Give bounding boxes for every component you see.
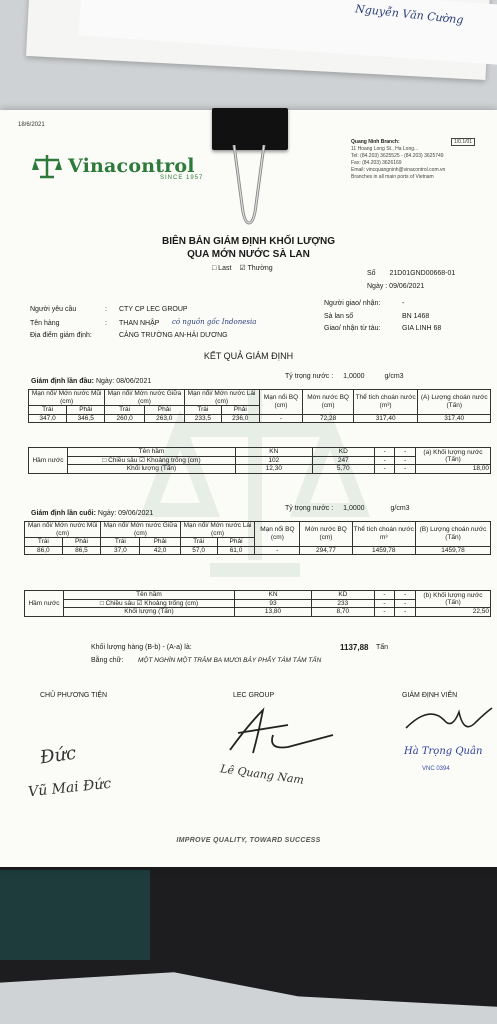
total-weight-value: 1137,88 xyxy=(340,643,369,652)
table-row xyxy=(25,546,491,555)
location-label: Địa điểm giám định: xyxy=(30,332,92,339)
header-draft-avg: Mớn nước BQ (cm) xyxy=(303,390,353,415)
last-survey-heading xyxy=(31,510,153,517)
ballast-label: Hầm nước xyxy=(29,448,68,474)
vessel-label: Giao/ nhận từ tàu: xyxy=(324,325,381,332)
surveyor-code: VNC 0394 xyxy=(422,766,450,772)
header-freeboard-avg: Mạn nổi BQ (cm) xyxy=(255,522,300,547)
table-cell: 1459,78 xyxy=(352,546,415,555)
logo-since: SINCE 1957 xyxy=(160,175,204,181)
header-draft-avg: Mớn nước BQ (cm) xyxy=(300,522,352,547)
branch-line: Fax: (84.203) 3626169 xyxy=(351,160,402,166)
tank-name-header: Tên hầm xyxy=(64,591,235,600)
report-date xyxy=(367,283,424,290)
branch-code: 1/0.1/01 xyxy=(451,138,475,146)
table-cell: 86,5 xyxy=(62,546,101,555)
branch-line: Email: vincquangninh@vinacontrol.com.vn xyxy=(351,167,446,173)
table-cell: 317,40 xyxy=(353,414,418,423)
lec-signer-name: Lê Quang Nam xyxy=(219,762,305,787)
table-cell: - xyxy=(255,546,300,555)
goods-colon: : xyxy=(105,320,107,327)
table-cell: 61,0 xyxy=(217,546,255,555)
table-cell: 233 xyxy=(312,599,375,608)
deliverer-label: Người giao/ nhận: xyxy=(324,300,381,307)
lec-role: LEC GROUP xyxy=(233,692,275,699)
first-draft-table xyxy=(28,389,491,423)
table-cell: - xyxy=(395,448,416,457)
first-survey-label: Giám định lần đầu: xyxy=(31,378,95,385)
table-cell: 317,40 xyxy=(418,414,491,423)
first-density-label: Tỷ trọng nước : xyxy=(285,373,334,380)
kn-header: KN xyxy=(236,448,313,457)
table-cell: 346,5 xyxy=(67,414,105,423)
table-cell: - xyxy=(374,608,395,617)
table-cell: - xyxy=(395,465,416,474)
header-left: Trái xyxy=(29,406,67,415)
surveyor-role: GIÁM ĐỊNH VIÊN xyxy=(402,692,458,699)
last-ballast-table xyxy=(24,590,491,617)
table-row xyxy=(29,465,491,474)
table-cell: 12,30 xyxy=(236,465,313,474)
scale-logo-icon xyxy=(32,152,62,180)
option-last: □ Last xyxy=(212,265,232,272)
report-number xyxy=(367,270,455,277)
header-right: Phải xyxy=(67,406,105,415)
surveyor-signature-icon xyxy=(404,700,494,740)
header-left: Trái xyxy=(184,406,221,415)
binder-clip xyxy=(212,108,288,150)
kd-header: KD xyxy=(312,591,375,600)
first-density xyxy=(285,373,404,380)
first-density-unit: g/cm3 xyxy=(384,373,404,380)
results-title: KẾT QUẢ GIÁM ĐỊNH xyxy=(203,351,294,361)
binder-clip-wire xyxy=(228,145,270,227)
header-right: Phải xyxy=(144,406,184,415)
table-cell: 294,77 xyxy=(300,546,352,555)
first-survey-date: Ngày: 08/06/2021 xyxy=(95,378,152,385)
table-cell: 13,80 xyxy=(235,608,312,617)
branch-line: Branches in all main ports of Vietnam xyxy=(351,174,434,180)
table-cell: - xyxy=(374,599,395,608)
header-right: Phải xyxy=(62,538,101,547)
first-survey-heading xyxy=(31,378,151,385)
owner-role: CHỦ PHƯƠNG TIỆN xyxy=(40,692,108,699)
table-row xyxy=(29,414,491,423)
barge-label: Sà lan số xyxy=(324,313,354,320)
header-mid: Mạn nổi/ Mớn nước Giữa (cm) xyxy=(105,390,184,406)
tank-name-header: Tên hầm xyxy=(68,448,236,457)
report-date-label: Ngày xyxy=(367,283,384,290)
table-cell: - xyxy=(395,608,416,617)
table-cell: 86,0 xyxy=(25,546,63,555)
location-value: CẢNG TRƯỜNG AN-HẢI DƯƠNG xyxy=(119,332,228,339)
floor-green-object xyxy=(0,870,150,960)
depth-ullage-label: □ Chiều sâu ☑ Khoảng trống (cm) xyxy=(68,456,236,465)
table-cell: 347,0 xyxy=(29,414,67,423)
document-subtitle: QUA MỚN NƯỚC SÀ LAN xyxy=(187,249,310,260)
report-type xyxy=(212,264,279,272)
branch-line: 11 Hoang Long St., Ha Long... xyxy=(351,146,419,152)
weight-label: Khối lượng (Tấn) xyxy=(64,608,235,617)
table-cell: 1459,78 xyxy=(415,546,490,555)
vessel-value: GIA LINH 68 xyxy=(402,325,442,332)
table-cell: 37,0 xyxy=(101,546,140,555)
header-left: Trái xyxy=(101,538,140,547)
table-cell: 5,70 xyxy=(312,465,374,474)
footer-slogan: IMPROVE QUALITY, TOWARD SUCCESS xyxy=(176,837,321,844)
table-cell: - xyxy=(374,448,395,457)
table-cell: 93 xyxy=(235,599,312,608)
header-volume: Thể tích choán nước (m³) xyxy=(353,390,418,415)
header-right: Phải xyxy=(140,538,180,547)
table-cell: 236,0 xyxy=(222,414,259,423)
header-displacement: (A) Lượng choán nước (Tấn) xyxy=(418,390,491,415)
header-freeboard-avg: Mạn nổi BQ (cm) xyxy=(259,390,303,415)
table-cell: 42,0 xyxy=(140,546,180,555)
ballast-total-value: 22,50 xyxy=(416,608,491,617)
ballast-total-label: (b) Khối lượng nước (Tấn) xyxy=(416,591,491,608)
last-survey-label: Giám định lần cuối: xyxy=(31,510,96,517)
weight-label: Khối lượng (Tấn) xyxy=(68,465,236,474)
header-right: Phải xyxy=(222,406,259,415)
ballast-total-label: (a) Khối lượng nước (Tấn) xyxy=(416,448,491,465)
header-mid: Mạn nổi/ Mớn nước Giữa (cm) xyxy=(101,522,180,538)
branch-name: Quang Ninh Branch: xyxy=(351,139,400,145)
deliverer-value: - xyxy=(402,300,405,307)
total-weight-label: Khối lượng hàng (B-b) - (A-a) là: xyxy=(91,644,192,651)
last-density-value: 1,0000 xyxy=(343,505,365,512)
logo-text: Vinacontrol xyxy=(68,155,195,177)
header-volume: Thể tích choán nước m³ xyxy=(352,522,415,547)
header-bow: Mạn nổi/ Mớn nước Mũi (cm) xyxy=(29,390,105,406)
print-date: 18/6/2021 xyxy=(18,122,45,128)
ballast-label: Hầm nước xyxy=(25,591,64,617)
table-cell: 260,0 xyxy=(105,414,145,423)
header-left: Trái xyxy=(25,538,63,547)
last-density-unit: g/cm3 xyxy=(390,505,410,512)
table-cell: 72,28 xyxy=(303,414,353,423)
last-density xyxy=(285,505,410,512)
report-number-value: 21D01GND00668-01 xyxy=(389,270,456,277)
table-row xyxy=(25,608,491,617)
goods-label: Tên hàng xyxy=(30,320,60,327)
amount-in-words-value: MỘT NGHÌN MỘT TRĂM BA MƯƠI BẢY PHẨY TÁM TÁM TẤN xyxy=(138,657,322,664)
table-cell: 233,5 xyxy=(184,414,221,423)
owner-signature-mark: Đức xyxy=(38,742,78,769)
branch-line: Tel: (84.203) 3625525 - (84.203) 3625749 xyxy=(351,153,444,159)
goods-handwritten-origin: có nguồn gốc Indonesia xyxy=(172,318,257,326)
table-cell: - xyxy=(395,591,416,600)
table-cell: 57,0 xyxy=(180,546,217,555)
lec-signature-icon xyxy=(228,705,338,757)
table-cell: - xyxy=(374,465,395,474)
top-paper-signature: Nguyễn Văn Cường xyxy=(354,2,465,27)
depth-ullage-label: □ Chiều sâu ☑ Khoảng trống (cm) xyxy=(64,599,235,608)
header-left: Trái xyxy=(180,538,217,547)
document-title: BIÊN BẢN GIÁM ĐỊNH KHỐI LƯỢNG xyxy=(162,236,335,247)
requester-value: CTY CP LEC GROUP xyxy=(119,306,188,313)
first-ballast-table xyxy=(28,447,491,474)
table-cell: - xyxy=(259,414,303,423)
amount-in-words-label: Bằng chữ: xyxy=(91,657,124,664)
report-number-label: Số xyxy=(367,270,376,277)
table-cell: 247 xyxy=(312,456,374,465)
barge-value: BN 1468 xyxy=(402,313,430,320)
header-displacement: (B) Lượng choán nước (Tấn) xyxy=(415,522,490,547)
first-density-value: 1,0000 xyxy=(343,373,365,380)
last-survey-date: Ngày: 09/06/2021 xyxy=(97,510,154,517)
header-stern: Mạn nổi/ Mớn nước Lái (cm) xyxy=(180,522,255,538)
total-weight-unit: Tấn xyxy=(376,644,389,651)
report-date-value: : 09/06/2021 xyxy=(385,283,425,290)
header-bow: Mạn nổi/ Mớn nước Mũi (cm) xyxy=(25,522,101,538)
table-cell: 263,0 xyxy=(144,414,184,423)
ballast-total-value: 18,00 xyxy=(416,465,491,474)
table-cell: 102 xyxy=(236,456,313,465)
goods-value: THAN NHẬP xyxy=(119,320,160,327)
requester-label: Người yêu cầu xyxy=(30,306,77,313)
table-cell: - xyxy=(374,591,395,600)
requester-colon: : xyxy=(105,306,107,313)
table-cell: - xyxy=(374,456,395,465)
kn-header: KN xyxy=(235,591,312,600)
last-density-label: Tỷ trọng nước : xyxy=(285,505,334,512)
header-left: Trái xyxy=(105,406,145,415)
header-right: Phải xyxy=(217,538,255,547)
table-cell: - xyxy=(395,456,416,465)
table-cell: - xyxy=(395,599,416,608)
kd-header: KD xyxy=(312,448,374,457)
owner-signer-name: Vũ Mai Đức xyxy=(27,775,112,801)
header-stern: Mạn nổi/ Mớn nước Lái (cm) xyxy=(184,390,259,406)
table-cell: 8,70 xyxy=(312,608,375,617)
last-draft-table xyxy=(24,521,491,555)
surveyor-name: Hà Trọng Quân xyxy=(404,746,483,757)
option-normal: ☑ Thường xyxy=(239,265,273,272)
